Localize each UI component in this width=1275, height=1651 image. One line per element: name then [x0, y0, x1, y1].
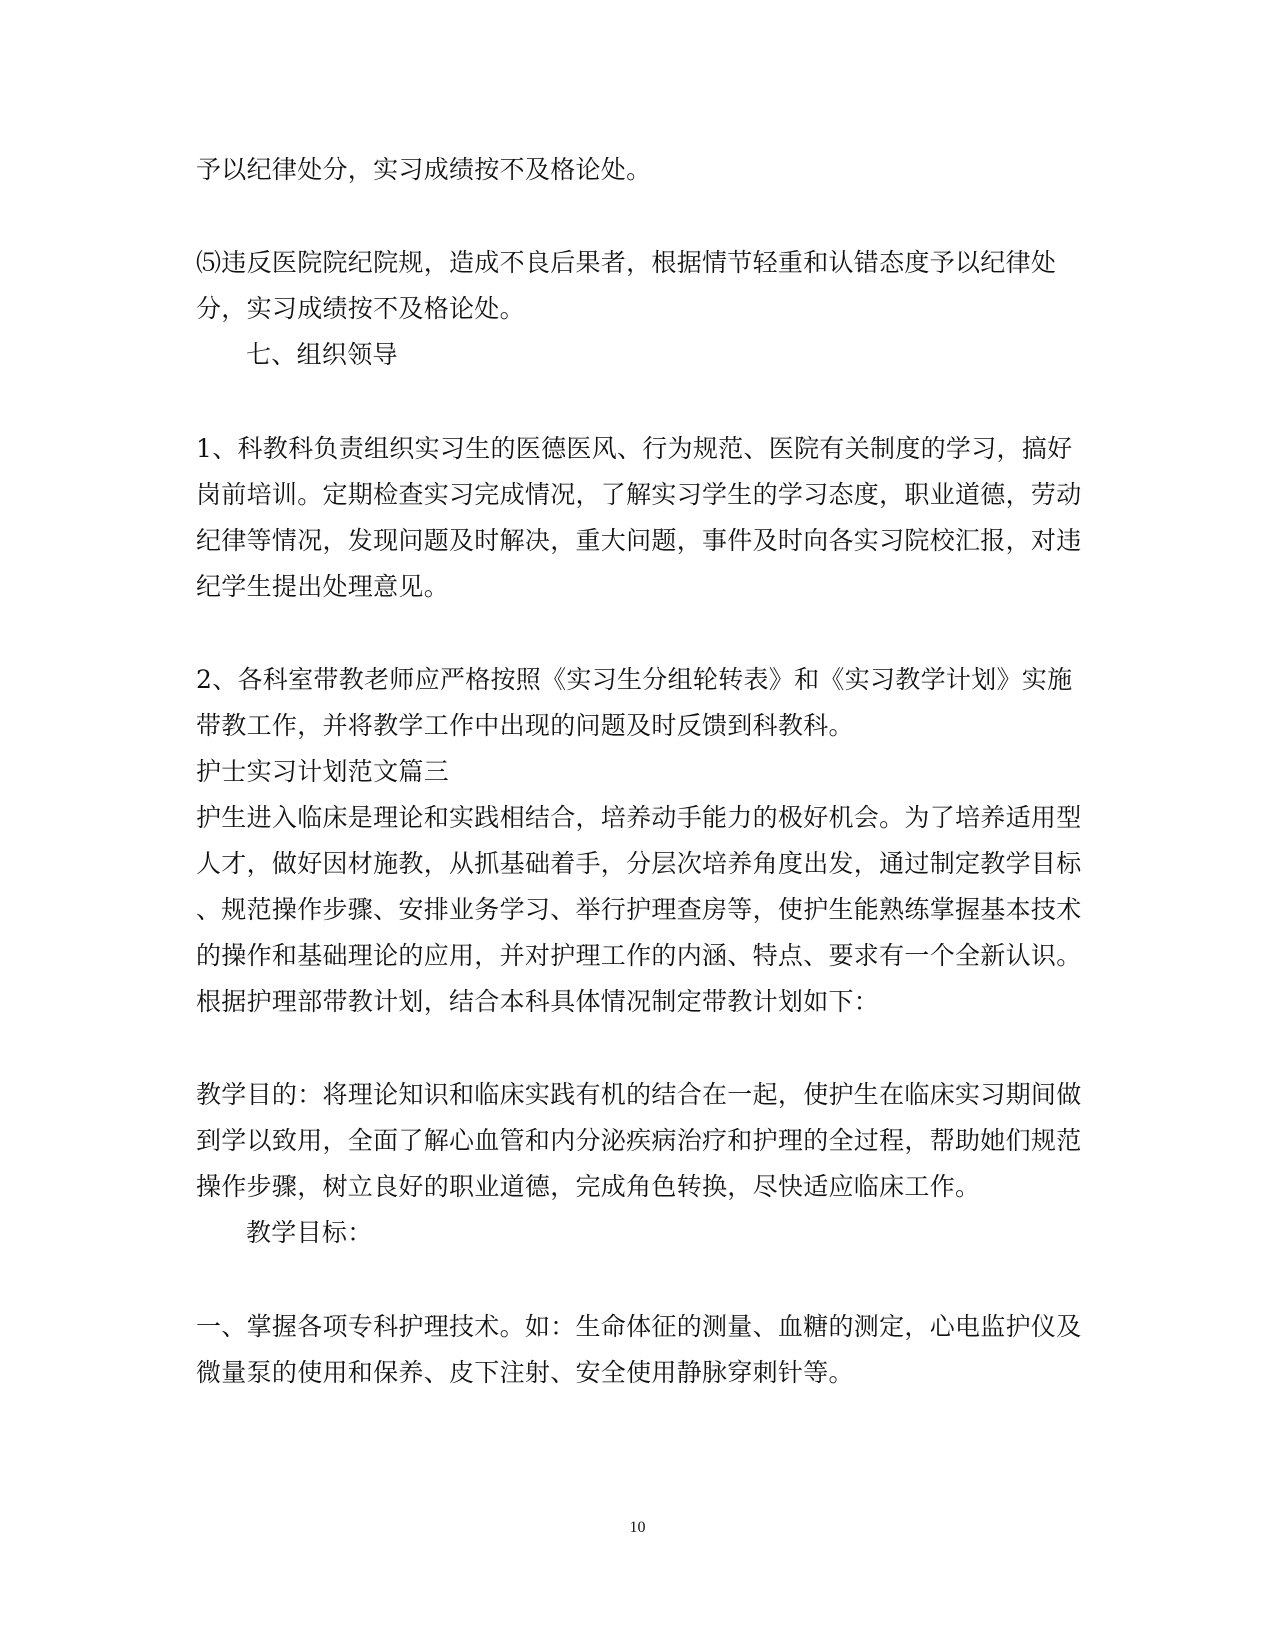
text-line: 2、各科室带教老师应严格按照《实习生分组轮转表》和《实习教学计划》实施 — [196, 665, 1073, 694]
text-line: 带教工作，并将教学工作中出现的问题及时反馈到科教科。 — [196, 711, 854, 740]
section-heading: 七、组织领导 — [246, 340, 398, 369]
text-line: 微量泵的使用和保养、皮下注射、安全使用静脉穿刺针等。 — [196, 1358, 854, 1387]
text-line: ⑸违反医院院纪院规，造成不良后果者，根据情节轻重和认错态度予以纪律处 — [196, 248, 1057, 277]
text-line: 的操作和基础理论的应用，并对护理工作的内涵、特点、要求有一个全新认识。 — [196, 941, 1082, 970]
section-heading: 教学目标： — [246, 1218, 373, 1247]
text-line: 纪律等情况，发现问题及时解决，重大问题，事件及时向各实习院校汇报，对违 — [196, 526, 1082, 555]
page-number: 10 — [629, 1519, 646, 1536]
text-line: 、规范操作步骤、安排业务学习、举行护理查房等，使护生能熟练掌握基本技术 — [196, 895, 1082, 924]
text-line: 予以纪律处分，实习成绩按不及格论处。 — [196, 155, 652, 184]
text-line: 一、掌握各项专科护理技术。如：生命体征的测量、血糖的测定，心电监护仪及 — [196, 1312, 1082, 1341]
text-line: 分，实习成绩按不及格论处。 — [196, 294, 525, 323]
text-line: 根据护理部带教计划，结合本科具体情况制定带教计划如下： — [196, 987, 880, 1016]
text-line: 操作步骤，树立良好的职业道德，完成角色转换，尽快适应临床工作。 — [196, 1172, 981, 1201]
article-title: 护士实习计划范文篇三 — [196, 757, 450, 786]
text-line: 到学以致用，全面了解心血管和内分泌疾病治疗和护理的全过程，帮助她们规范 — [196, 1126, 1082, 1155]
text-line: 岗前培训。定期检查实习完成情况，了解实习学生的学习态度，职业道德，劳动 — [196, 480, 1082, 509]
text-line: 人才，做好因材施教，从抓基础着手，分层次培养角度出发，通过制定教学目标 — [196, 849, 1082, 878]
text-line: 1、科教科负责组织实习生的医德医风、行为规范、医院有关制度的学习，搞好 — [196, 434, 1073, 463]
text-line: 纪学生提出处理意见。 — [196, 572, 450, 601]
text-line: 教学目的：将理论知识和临床实践有机的结合在一起，使护生在临床实习期间做 — [196, 1080, 1082, 1109]
text-line: 护生进入临床是理论和实践相结合，培养动手能力的极好机会。为了培养适用型 — [196, 803, 1082, 832]
